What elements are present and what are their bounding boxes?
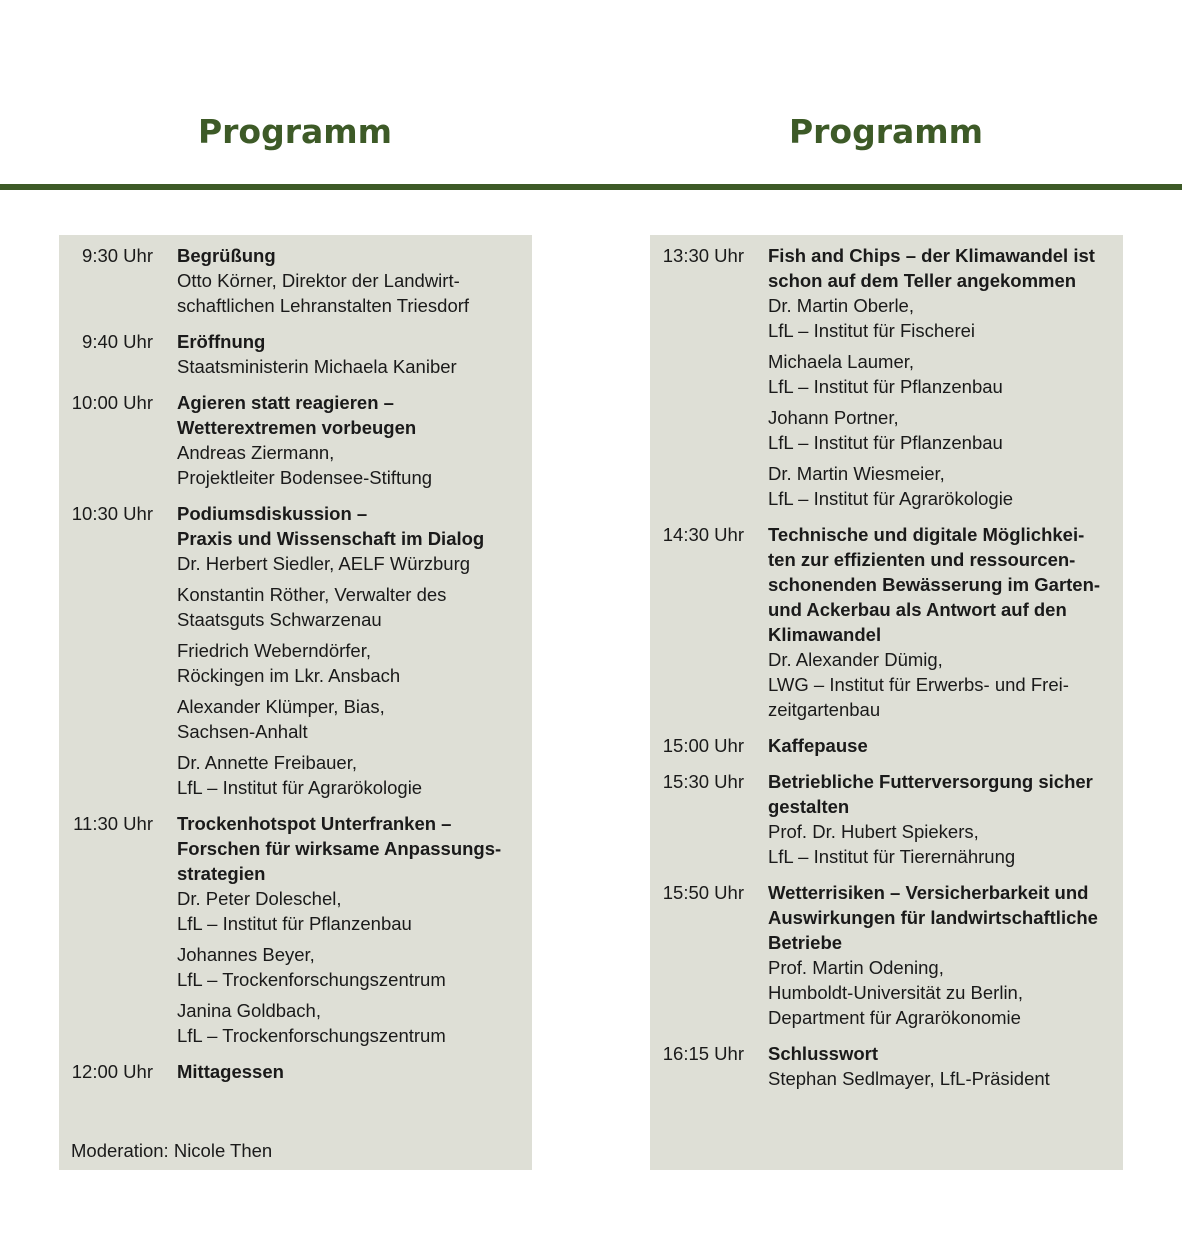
entry-title: Eröffnung xyxy=(177,331,266,352)
entry-content xyxy=(768,522,1113,722)
schedule-entry xyxy=(59,243,532,318)
entry-speaker: Michaela Laumer, LfL – Institut für Pflanzenbau xyxy=(768,351,1003,397)
entry-speaker: Janina Goldbach, LfL – Trockenforschungszentrum xyxy=(177,1000,446,1046)
entry-speaker: Konstantin Röther, Verwalter des Staatsguts Schwarzenau xyxy=(177,584,447,630)
entry-time: 9:40 Uhr xyxy=(82,331,153,352)
entry-title: Wetterrisiken – Versicherbarkeit und Auswirkungen für landwirtschaftliche Betriebe xyxy=(768,882,1098,953)
entry-time: 10:30 Uhr xyxy=(71,503,153,524)
entry-speaker: Staatsministerin Michaela Kaniber xyxy=(177,356,457,377)
schedule-entry xyxy=(650,880,1123,1030)
schedule-entry xyxy=(59,329,532,379)
moderation-note: Moderation: Nicole Then xyxy=(71,1140,273,1161)
schedule-panel-afternoon xyxy=(650,235,1123,1170)
entry-content xyxy=(768,733,1113,758)
entry-time: 16:15 Uhr xyxy=(662,1043,744,1064)
entry-speaker: Friedrich Weberndörfer, Röckingen im Lkr. Ansbach xyxy=(177,640,401,686)
program-heading-right: Programm xyxy=(788,112,984,151)
entry-title: Begrüßung xyxy=(177,245,276,266)
entry-speaker: Dr. Peter Doleschel, LfL – Institut für Pflanzenbau xyxy=(177,888,412,934)
entry-title: Podiumsdiskussion – Praxis und Wissenschaft im Dialog xyxy=(177,503,485,549)
entry-speaker: Dr. Martin Oberle, LfL – Institut für Fischerei xyxy=(768,295,976,341)
entry-title: Technische und digitale Möglichkei- ten zur effizienten und ressourcen- schonenden Bewässerung im Garten- und Ackerbau als Antwort auf den Klimawandel xyxy=(768,524,1101,645)
header-divider xyxy=(0,184,1182,190)
entry-title: Betriebliche Futterversorgung sicher gestalten xyxy=(768,771,1093,817)
schedule-entry xyxy=(59,390,532,490)
entry-time: 10:00 Uhr xyxy=(71,392,153,413)
entry-speaker: Dr. Martin Wiesmeier, LfL – Institut für Agrarökologie xyxy=(768,463,1014,509)
program-heading-left: Programm xyxy=(197,112,393,151)
schedule-panel-morning xyxy=(59,235,532,1170)
entry-speaker: Johann Portner, LfL – Institut für Pflanzenbau xyxy=(768,407,1003,453)
entry-speaker: Dr. Herbert Siedler, AELF Würzburg xyxy=(177,553,471,574)
entry-time: 14:30 Uhr xyxy=(662,524,744,545)
entry-speaker: Otto Körner, Direktor der Landwirt- schaftlichen Lehranstalten Triesdorf xyxy=(177,270,470,316)
entry-speaker: Dr. Annette Freibauer, LfL – Institut für Agrarökologie xyxy=(177,752,423,798)
entry-speaker: Prof. Dr. Hubert Spiekers, LfL – Institut für Tierernährung xyxy=(768,821,1016,867)
entry-content xyxy=(177,1059,522,1084)
entry-title: Trockenhotspot Unterfranken – Forschen für wirksame Anpassungs- strategien xyxy=(177,813,502,884)
schedule-entry xyxy=(59,811,532,1048)
schedule-entry xyxy=(650,733,1123,758)
entry-content xyxy=(768,1041,1113,1091)
entry-content xyxy=(177,329,522,379)
entry-speaker: Johannes Beyer, LfL – Trockenforschungszentrum xyxy=(177,944,446,990)
schedule-entry xyxy=(59,1059,532,1084)
entry-content xyxy=(768,880,1113,1030)
entry-content xyxy=(177,243,522,318)
schedule-entry xyxy=(650,769,1123,869)
schedule-list xyxy=(650,243,1123,1102)
schedule-list xyxy=(59,243,532,1095)
entry-time: 13:30 Uhr xyxy=(662,245,744,266)
schedule-entry xyxy=(650,1041,1123,1091)
entry-title: Schlusswort xyxy=(768,1043,878,1064)
entry-content xyxy=(177,390,522,490)
schedule-entry xyxy=(650,522,1123,722)
entry-speaker: Stephan Sedlmayer, LfL-Präsident xyxy=(768,1068,1050,1089)
entry-time: 15:00 Uhr xyxy=(662,735,744,756)
entry-title: Kaffepause xyxy=(768,735,868,756)
entry-speaker: Prof. Martin Odening, Humboldt-Universität zu Berlin, Department für Agrarökonomie xyxy=(768,957,1023,1028)
entry-time: 15:30 Uhr xyxy=(662,771,744,792)
entry-title: Fish and Chips – der Klimawandel ist schon auf dem Teller angekommen xyxy=(768,245,1095,291)
entry-speaker: Alexander Klümper, Bias, Sachsen-Anhalt xyxy=(177,696,385,742)
entry-content xyxy=(768,243,1113,511)
entry-title: Mittagessen xyxy=(177,1061,284,1082)
entry-content xyxy=(768,769,1113,869)
entry-time: 9:30 Uhr xyxy=(82,245,153,266)
entry-content xyxy=(177,501,522,800)
entry-content xyxy=(177,811,522,1048)
entry-speaker: Dr. Alexander Dümig, LWG – Institut für Erwerbs- und Frei- zeitgartenbau xyxy=(768,649,1069,720)
entry-time: 11:30 Uhr xyxy=(73,813,153,834)
entry-time: 15:50 Uhr xyxy=(662,882,744,903)
entry-title: Agieren statt reagieren – Wetterextremen vorbeugen xyxy=(177,392,417,438)
entry-time: 12:00 Uhr xyxy=(71,1061,153,1082)
entry-speaker: Andreas Ziermann, Projektleiter Bodensee-Stiftung xyxy=(177,442,433,488)
schedule-entry xyxy=(650,243,1123,511)
schedule-entry xyxy=(59,501,532,800)
